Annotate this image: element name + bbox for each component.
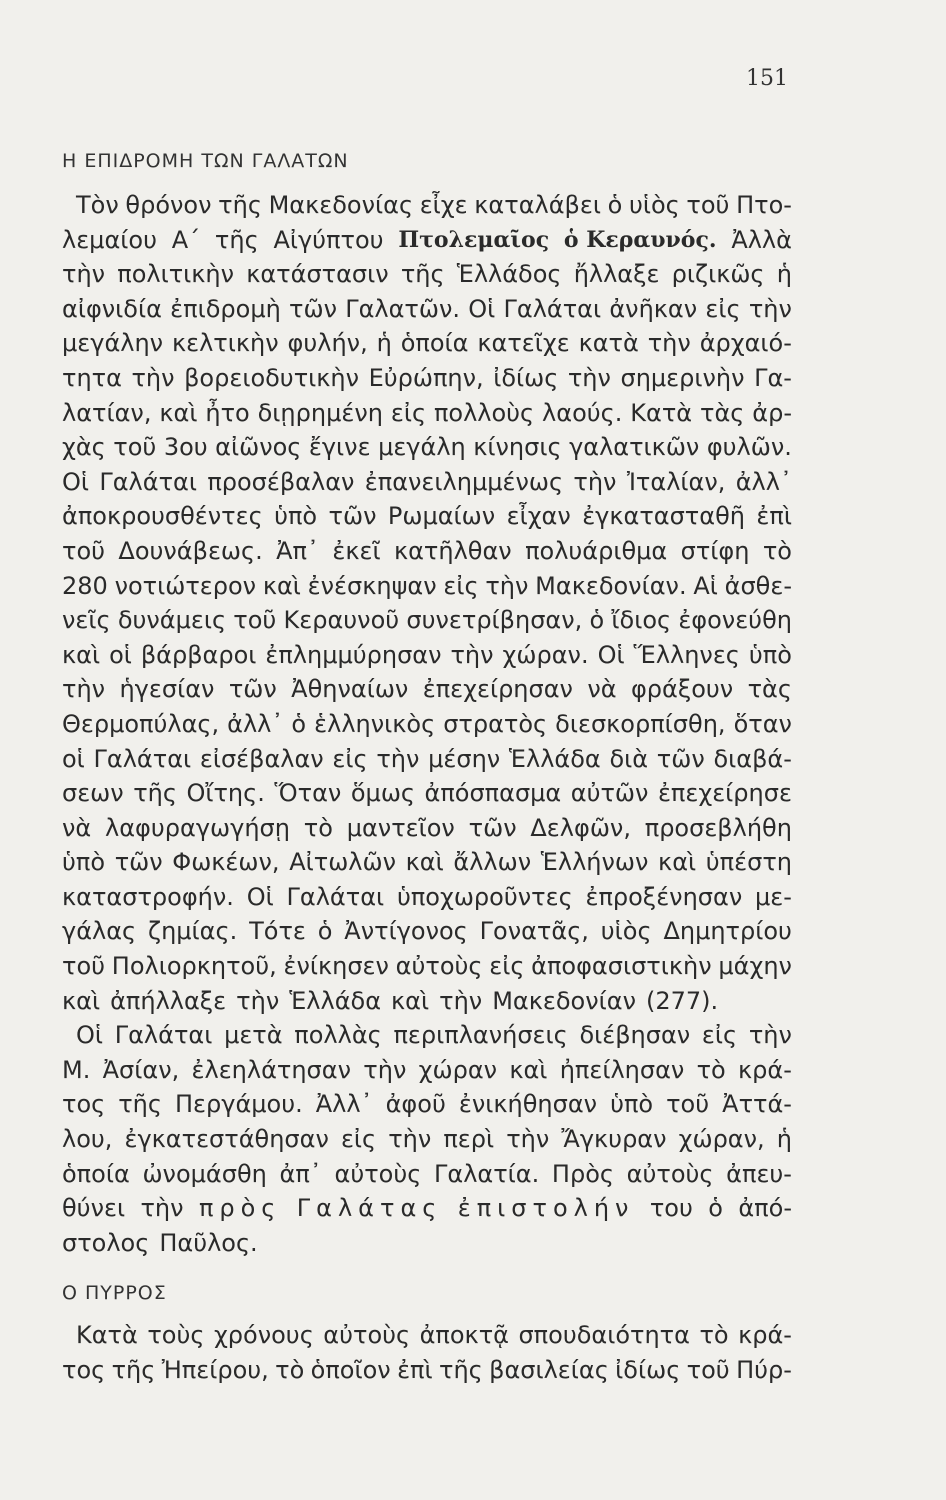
text-line: νὰ λαφυραγωγήσῃ τὸ μαντεῖον τῶν Δελφῶν, προσεβλήθη [62,813,792,842]
text-line: γάλας ζημίας. Τότε ὁ Ἀντίγονος Γονατᾶς, υἱὸς Δημητρίου [62,917,792,946]
text-line: τοῦ Δουνάβεως. Ἀπ᾽ ἐκεῖ κατῆλθαν πολυάριθμα στίφη τὸ [62,536,792,565]
text-line: στολος Παῦλος. [62,1228,258,1257]
page-number: 151 [746,66,788,91]
text-line: Κατὰ τοὺς χρόνους αὐτοὺς ἀποκτᾷ σπουδαιότητα τὸ κρά- [76,1321,792,1349]
text-line: 280 νοτιώτερον καὶ ἐνέσκηψαν εἰς τὴν Μακεδονίαν. Αἱ ἀσθε- [62,571,792,600]
text-line: Θερμοπύλας, ἀλλ᾽ ὁ ἑλληνικὸς στρατὸς διεσκορπίσθη, ὅταν [62,709,792,738]
text-line: καταστροφήν. Οἱ Γαλάται ὑποχωροῦντες ἐπροξένησαν με- [62,882,792,911]
text-line: ὑπὸ τῶν Φωκέων, Αἰτωλῶν καὶ ἄλλων Ἑλλήνων καὶ ὑπέστη [62,848,792,877]
text-line: καὶ ἀπήλλαξε τὴν Ἑλλάδα καὶ τὴν Μακεδονίαν (277). [62,986,719,1015]
text-line: Τὸν θρόνον τῆς Μακεδονίας εἶχε καταλάβει ὁ υἱὸς τοῦ Πτο- [76,191,792,219]
text-line: τητα τὴν βορειοδυτικὴν Εὐρώπην, ἰδίως τὴν σημερινὴν Γα- [62,363,792,392]
text-line: Οἱ Γαλάται προσέβαλαν ἐπανειλημμένως τὴν Ἰταλίαν, ἀλλ᾽ [62,467,792,496]
text-line: ὁποία ὠνομάσθη ἀπ᾽ αὐτοὺς Γαλατία. Πρὸς αὐτοὺς ἀπευ- [62,1159,792,1188]
text-line: ἀποκρουσθέντες ὑπὸ τῶν Ρωμαίων εἶχαν ἐγκατασταθῆ ἐπὶ [62,502,792,531]
text-line: οἱ Γαλάται εἰσέβαλαν εἰς τὴν μέσην Ἑλλάδα διὰ τῶν διαβά- [62,744,792,773]
text-line: τος τῆς Περγάμου. Ἀλλ᾽ ἀφοῦ ἐνικήθησαν ὑπὸ τοῦ Ἀττά- [62,1090,792,1119]
text-line: καὶ οἱ βάρβαροι ἐπλημμύρησαν τὴν χώραν. Οἱ Ἕλληνες ὑπὸ [62,640,792,669]
section-heading-pyrrhus: Ο ΠΥΡΡΟΣ [62,1282,167,1304]
text-line: λου, ἐγκατεστάθησαν εἰς τὴν περὶ τὴν Ἄγκυραν χώραν, ἡ [62,1125,792,1154]
text-line: θύνει τὴν πρὸς Γαλάτας ἐπιστολήν του ὁ ἀπό- [62,1194,792,1223]
text-line: αἰφνιδία ἐπιδρομὴ τῶν Γαλατῶν. Οἱ Γαλάται ἀνῆκαν εἰς τὴν [62,294,792,323]
text-line: τοῦ Πολιορκητοῦ, ἐνίκησεν αὐτοὺς εἰς ἀποφασιστικὴν μάχην [62,952,792,981]
text-line: λεμαίου Α΄ τῆς Αἰγύπτου Πτολεμαῖος ὁ Κεραυνός. Ἀλλὰ [62,225,792,254]
text-line: σεων τῆς Οἴτης. Ὅταν ὅμως ἀπόσπασμα αὐτῶν ἐπεχείρησε [62,779,792,808]
text-line: νεῖς δυνάμεις τοῦ Κεραυνοῦ συνετρίβησαν, ὁ ἴδιος ἐφονεύθη [62,606,792,635]
text-line: τὴν ἡγεσίαν τῶν Ἀθηναίων ἐπεχείρησαν νὰ φράξουν τὰς [62,675,792,704]
text-line: λατίαν, καὶ ἦτο διῃρημένη εἰς πολλοὺς λαούς. Κατὰ τὰς ἀρ- [62,398,792,427]
text-line: Μ. Ἀσίαν, ἐλεηλάτησαν τὴν χώραν καὶ ἠπείλησαν τὸ κρά- [62,1055,792,1084]
text-line: χὰς τοῦ 3ου αἰῶνος ἔγινε μεγάλη κίνησις γαλατικῶν φυλῶν. [62,433,792,462]
text-line: μεγάλην κελτικὴν φυλήν, ἡ ὁποία κατεῖχε κατὰ τὴν ἀρχαιό- [62,329,792,358]
text-line: Οἱ Γαλάται μετὰ πολλὰς περιπλανήσεις διέβησαν εἰς τὴν [76,1021,792,1050]
section-body-galatians [62,188,792,1260]
text-line: τος τῆς Ἠπείρου, τὸ ὁποῖον ἐπὶ τῆς βασιλείας ἰδίως τοῦ Πύρ- [62,1355,792,1384]
text-line: τὴν πολιτικὴν κατάστασιν τῆς Ἑλλάδος ἤλλαξε ριζικῶς ἡ [62,260,792,289]
section-body-pyrrhus [62,1318,792,1387]
section-heading-galatians: Η ΕΠΙΔΡΟΜΗ ΤΩΝ ΓΑΛΑΤΩΝ [62,150,349,172]
